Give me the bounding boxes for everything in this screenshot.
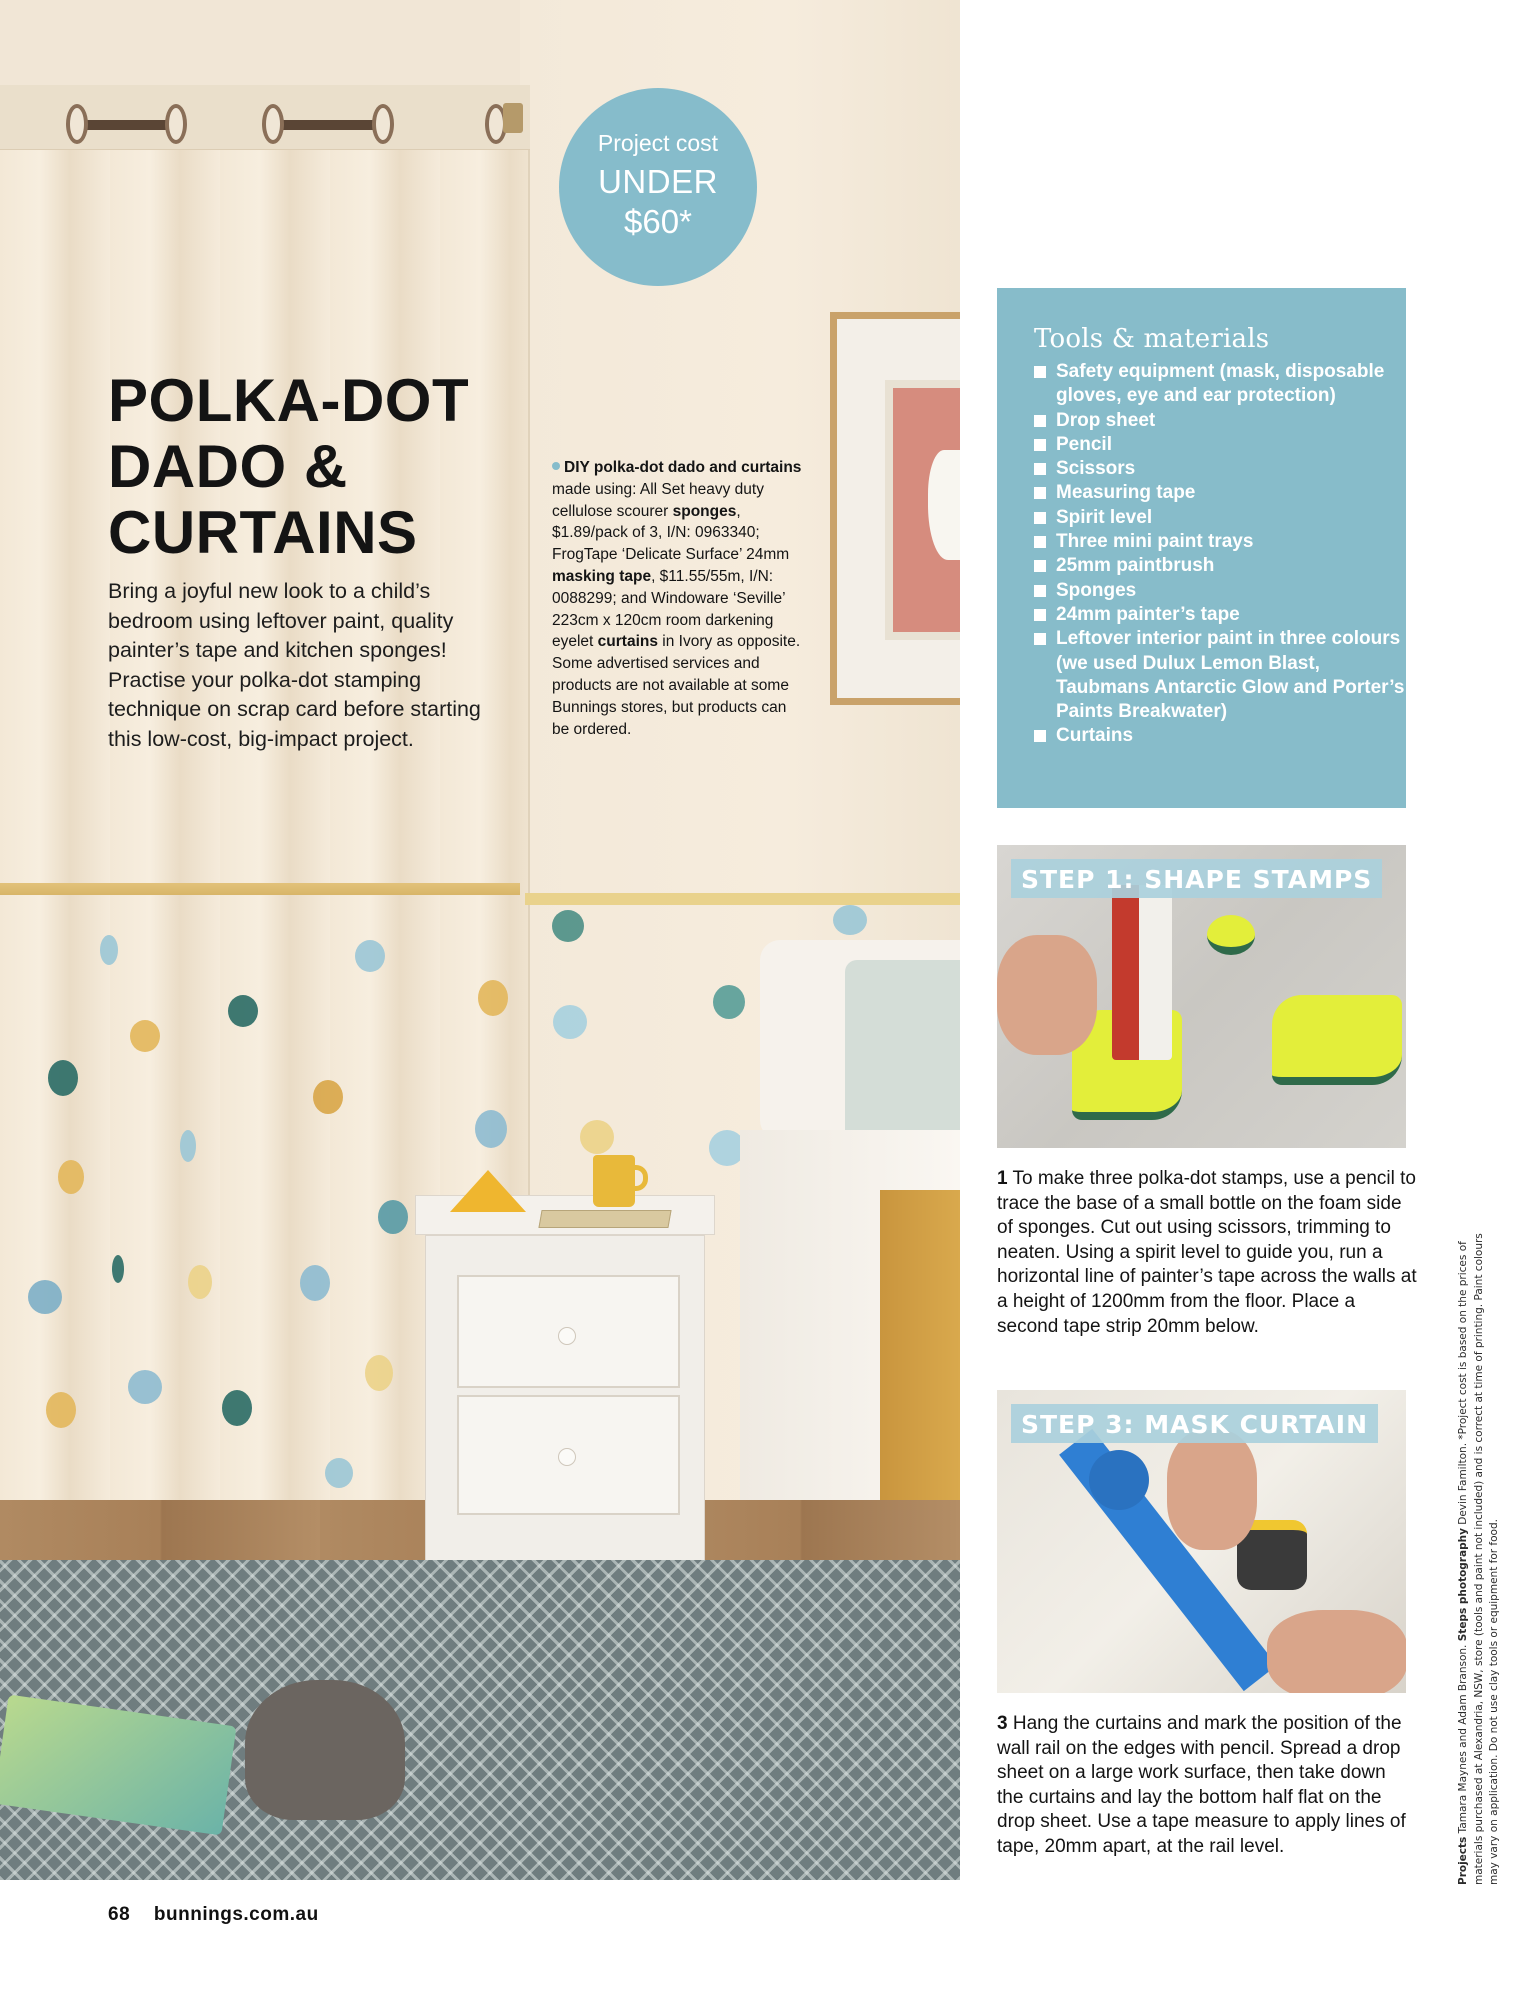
tape-roll bbox=[1089, 1450, 1149, 1510]
note-text: , $1.89/pack of 3, I/N: 0963340; FrogTape ‘Delicate Surface’ 24mm bbox=[552, 502, 790, 564]
square-bullet-icon bbox=[1034, 512, 1046, 524]
square-bullet-icon bbox=[1034, 415, 1046, 427]
tools-list bbox=[1034, 360, 1406, 749]
step-3-photo bbox=[997, 1390, 1406, 1693]
note-text: made using: All Set heavy duty cellulose scourer bbox=[552, 480, 764, 520]
intro-paragraph: Bring a joyful new look to a child’s bedroom using leftover paint, quality painter’s tape and kitchen sponges! Practise your polka-dot stamping technique on scrap card before starting this low-cost, big-impact project. bbox=[108, 579, 481, 751]
sponge bbox=[1272, 995, 1402, 1085]
bottle bbox=[1112, 885, 1172, 1060]
curtain-eyelet bbox=[262, 104, 284, 144]
title-line: DADO & bbox=[108, 433, 348, 500]
polka-dot bbox=[112, 1255, 124, 1283]
yellow-mug bbox=[593, 1155, 635, 1207]
tools-item-label: Leftover interior paint in three colours (we used Dulux Lemon Blast, Taubmans Antarctic Glow and Porter’s Paints Breakwater) bbox=[1056, 628, 1405, 723]
credits-photo-label: Steps photography bbox=[1457, 1528, 1469, 1642]
hand bbox=[1267, 1610, 1406, 1693]
note-bold: DIY polka-dot dado and curtains bbox=[564, 459, 802, 476]
curtain-eyelet bbox=[66, 104, 88, 144]
tools-item-label: Curtains bbox=[1056, 725, 1134, 747]
wall-dot bbox=[713, 985, 745, 1019]
square-bullet-icon bbox=[1034, 487, 1046, 499]
tools-item-label: Sponges bbox=[1056, 579, 1137, 601]
tools-item-label: Spirit level bbox=[1056, 506, 1153, 528]
toy-elephant-on-wheels bbox=[245, 1680, 405, 1820]
polka-dot bbox=[313, 1080, 343, 1114]
site-link[interactable]: bunnings.com.au bbox=[153, 1904, 319, 1925]
tools-item bbox=[1034, 506, 1406, 530]
polka-dot bbox=[300, 1265, 330, 1301]
page-footer bbox=[108, 1904, 319, 1926]
polka-dot bbox=[128, 1370, 162, 1404]
product-note bbox=[552, 457, 802, 740]
page-number: 68 bbox=[108, 1904, 131, 1925]
dado-stripe bbox=[525, 893, 960, 905]
polka-dot bbox=[180, 1130, 196, 1162]
square-bullet-icon bbox=[1034, 366, 1046, 378]
polka-dot bbox=[130, 1020, 160, 1052]
tools-item bbox=[1034, 530, 1406, 554]
tools-item bbox=[1034, 481, 1406, 505]
polka-dot bbox=[475, 1110, 507, 1148]
tools-item bbox=[1034, 724, 1406, 748]
tools-heading: Tools & materials bbox=[1034, 324, 1270, 354]
square-bullet-icon bbox=[1034, 463, 1046, 475]
round-sponge-stamp bbox=[1207, 915, 1255, 955]
tools-item-label: Drop sheet bbox=[1056, 409, 1156, 431]
note-bold: masking tape bbox=[552, 567, 652, 585]
square-bullet-icon bbox=[1034, 585, 1046, 597]
badge-price: $60* bbox=[624, 203, 692, 240]
square-bullet-icon bbox=[1034, 609, 1046, 621]
pillow-sage bbox=[845, 960, 960, 1150]
tools-item bbox=[1034, 360, 1406, 409]
tools-item bbox=[1034, 433, 1406, 457]
wall-dot bbox=[833, 905, 867, 935]
drawer-knob bbox=[558, 1448, 576, 1466]
curtain-stripe bbox=[0, 883, 520, 895]
tools-item bbox=[1034, 603, 1406, 627]
note-bold: curtains bbox=[597, 633, 658, 651]
polka-dot bbox=[478, 980, 508, 1016]
tools-item-label: Scissors bbox=[1056, 458, 1136, 480]
square-bullet-icon bbox=[1034, 536, 1046, 548]
wall-dot bbox=[552, 910, 584, 942]
polka-dot bbox=[365, 1355, 393, 1391]
credits-projects: Tamara Maynes and Adam Branson. bbox=[1457, 1641, 1469, 1837]
tools-item bbox=[1034, 457, 1406, 481]
origami-fortune-teller bbox=[450, 1170, 526, 1212]
credits-photo: Devin Familton. *Project cost is based on the prices of materials purchased at Alexandria, NSW, store (tools and paint not included) and is correct at time of printing. Paint colours may vary on application. Do not use clay tools or equipment for food. bbox=[1457, 1233, 1500, 1885]
square-bullet-icon bbox=[1034, 439, 1046, 451]
tools-item-label: 24mm painter’s tape bbox=[1056, 603, 1240, 625]
tools-item bbox=[1034, 579, 1406, 603]
polka-dot bbox=[46, 1392, 76, 1428]
curtain-eyelet bbox=[165, 104, 187, 144]
step-3-label: STEP 3: MASK CURTAIN bbox=[1011, 1404, 1378, 1443]
tools-item bbox=[1034, 627, 1406, 724]
polka-dot bbox=[222, 1390, 252, 1426]
step-body: Hang the curtains and mark the position of the wall rail on the edges with pencil. Spread a drop sheet on a large work surface, then take down the curtains and lay the bottom half flat on the drop sheet. Use a tape measure to apply lines of tape, 20mm apart, at the rail level. bbox=[997, 1713, 1406, 1857]
square-bullet-icon bbox=[1034, 730, 1046, 742]
badge-under: UNDER bbox=[598, 163, 718, 200]
note-bold: sponges bbox=[672, 502, 737, 520]
polka-dot bbox=[325, 1458, 353, 1488]
polka-dot bbox=[378, 1200, 408, 1234]
credits bbox=[1456, 1225, 1503, 1885]
wall-dot bbox=[580, 1120, 614, 1154]
step-1-photo bbox=[997, 845, 1406, 1148]
tools-materials-panel bbox=[997, 288, 1406, 808]
step-number: 3 bbox=[997, 1713, 1008, 1734]
hand bbox=[1167, 1430, 1257, 1550]
tools-item-label: 25mm paintbrush bbox=[1056, 555, 1215, 577]
step-1-label: STEP 1: SHAPE STAMPS bbox=[1011, 859, 1382, 898]
note-text: , $11.55/55m, I/N: 0088299; and Windoware ‘Seville’ 223cm x 120cm room darkening eyelet bbox=[552, 567, 785, 651]
curtain-rod-finial bbox=[503, 103, 523, 133]
step-1-text bbox=[997, 1167, 1417, 1339]
small-books bbox=[538, 1210, 671, 1228]
polka-dot bbox=[228, 995, 258, 1027]
curtain-eyelet bbox=[372, 104, 394, 144]
project-cost-badge bbox=[559, 88, 757, 286]
tools-item-label: Pencil bbox=[1056, 433, 1112, 455]
polka-dot bbox=[48, 1060, 78, 1096]
title-line: CURTAINS bbox=[108, 499, 418, 566]
polka-dot bbox=[28, 1280, 62, 1314]
note-text: in Ivory as opposite. Some advertised services and products are not available at some Bunnings stores, but products can be ordered. bbox=[552, 633, 801, 738]
tools-item-label: Safety equipment (mask, disposable gloves, eye and ear protection) bbox=[1056, 361, 1385, 407]
tools-item bbox=[1034, 554, 1406, 578]
bullet-dot-icon bbox=[552, 462, 560, 470]
badge-label: Project cost bbox=[597, 130, 719, 156]
hand bbox=[997, 935, 1097, 1055]
step-body: To make three polka-dot stamps, use a pencil to trace the base of a small bottle on the foam side of sponges. Cut out using scissors, trimming to neaten. Using a spirit level to guide you, run a horizontal line of painter’s tape across the walls at a height of 1200mm from the floor. Place a second tape strip 20mm below. bbox=[997, 1168, 1417, 1337]
wall-dot bbox=[553, 1005, 587, 1039]
square-bullet-icon bbox=[1034, 633, 1046, 645]
page-title bbox=[108, 368, 528, 566]
tools-item-label: Three mini paint trays bbox=[1056, 531, 1254, 553]
polka-dot bbox=[100, 935, 118, 965]
step-number: 1 bbox=[997, 1168, 1008, 1189]
tools-item bbox=[1034, 409, 1406, 433]
step-3-text bbox=[997, 1712, 1417, 1860]
square-bullet-icon bbox=[1034, 560, 1046, 572]
polka-dot bbox=[58, 1160, 84, 1194]
polka-dot bbox=[188, 1265, 212, 1299]
drawer-knob bbox=[558, 1327, 576, 1345]
credits-projects-label: Projects bbox=[1457, 1836, 1469, 1885]
title-line: POLKA-DOT bbox=[108, 367, 470, 434]
polka-dot bbox=[355, 940, 385, 972]
goose-illustration bbox=[928, 450, 960, 560]
tools-item-label: Measuring tape bbox=[1056, 482, 1196, 504]
